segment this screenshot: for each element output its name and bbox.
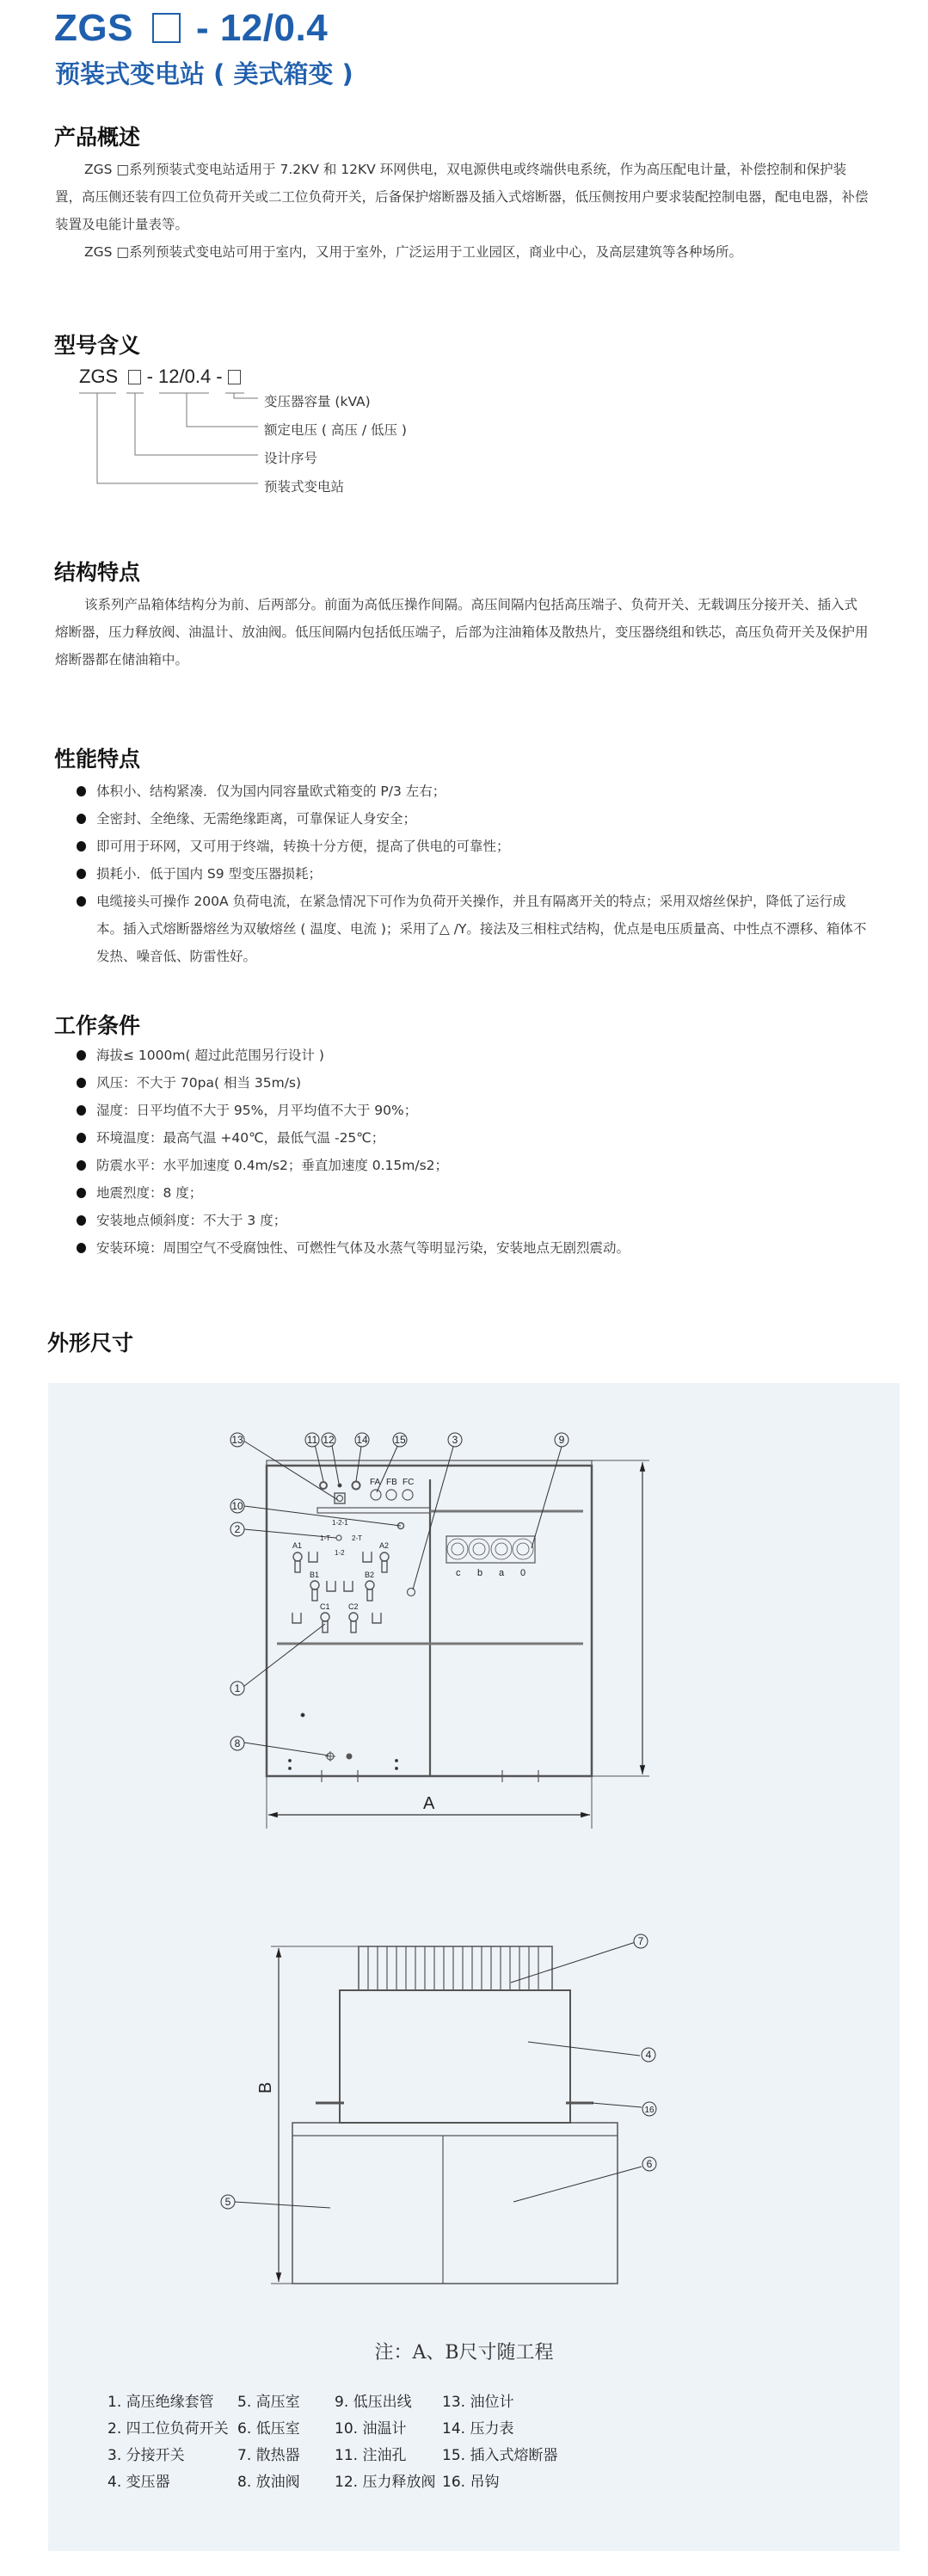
front-view-labels [292, 1478, 525, 1813]
callout-14 [355, 1433, 369, 1447]
performance-item: 全密封、全绝缘、无需绝缘距离，可靠保证人身安全； [77, 805, 872, 833]
structure-heading: 结构特点 [54, 560, 141, 585]
model-label-capacity: 变压器容量 (kVA) [264, 394, 371, 409]
dimension-a-label: A [423, 1794, 435, 1813]
switch-label-a2: A2 [379, 1541, 390, 1550]
svg-text:11: 11 [306, 1434, 318, 1446]
model-label-design: 设计序号 [264, 451, 318, 466]
callout-2 [230, 1522, 244, 1536]
legend-item: 7. 散热器 [237, 2447, 300, 2464]
structure-paragraph: 该系列产品箱体结构分为前、后两部分。前面为高低压操作间隔。高压间隔内包括高压端子、负荷开关、无载调压分接开关、插入式熔断器，压力释放阀、油温计、放油阀。低压间隔内包括低压端子，后部为注油箱体及散热片，变压器绕组和铁芯，高压负荷开关及保护用熔断器都在储油箱中。 [55, 597, 869, 667]
svg-text:14: 14 [356, 1434, 368, 1446]
svg-text:10: 10 [231, 1500, 243, 1512]
overview-heading: 产品概述 [54, 125, 141, 150]
switch-position-label: 1-2 [335, 1549, 345, 1557]
lv-terminal-0: 0 [520, 1568, 526, 1578]
svg-text:7: 7 [637, 1935, 644, 1947]
callout-8 [230, 1737, 244, 1750]
condition-item: 防震水平：水平加速度 0.4m/s2；垂直加速度 0.15m/s2； [77, 1152, 872, 1179]
legend-item: 5. 高压室 [237, 2394, 300, 2411]
legend-item: 13. 油位计 [442, 2394, 514, 2411]
callout-13 [230, 1433, 244, 1447]
legend-item: 11. 注油孔 [335, 2447, 407, 2464]
fuse-label-fa: FA [370, 1478, 381, 1487]
callout-16 [642, 2102, 656, 2116]
svg-text:15: 15 [394, 1434, 406, 1446]
performance-item: 电缆接头可操作 200A 负荷电流，在紧急情况下可作为负荷开关操作，并且有隔离开关的特点；采用双熔丝保护，降低了运行成本。插入式熔断器熔丝为双敏熔丝 ( 温度、电流 )；采用了△ /Y。接法及三相柱式结构，优点是电压质量高、中性点不漂移、箱体不发热、噪音低、防雷性好。 [77, 888, 872, 970]
legend-item: 14. 压力表 [442, 2420, 514, 2438]
svg-text:13: 13 [231, 1434, 243, 1446]
conditions-heading: 工作条件 [54, 1013, 141, 1038]
condition-item: 海拔≤ 1000m( 超过此范围另行设计 ) [77, 1042, 872, 1069]
switch-label-b1: B1 [310, 1571, 320, 1579]
product-subtitle: 预装式变电站 ( 美式箱变 ) [55, 59, 353, 89]
switch-position-label: 2-T [352, 1534, 362, 1542]
callout-4 [642, 2048, 655, 2062]
legend-item: 2. 四工位负荷开关 [108, 2420, 229, 2438]
svg-text:4: 4 [645, 2049, 652, 2061]
model-suffix: - 12/0.4 [195, 7, 329, 49]
legend-item: 1. 高压绝缘套管 [108, 2394, 214, 2411]
condition-item: 风压：不大于 70pa( 相当 35m/s) [77, 1069, 872, 1097]
legend-item: 15. 插入式熔断器 [442, 2447, 558, 2464]
callout-9 [555, 1433, 568, 1447]
condition-item: 环境温度：最高气温 +40℃，最低气温 -25℃； [77, 1124, 872, 1152]
legend-item: 12. 压力释放阀 [335, 2474, 436, 2491]
callout-11 [305, 1433, 319, 1447]
svg-text:16: 16 [644, 2106, 655, 2115]
legend-column-1 [108, 2389, 229, 2496]
svg-text:1: 1 [234, 1682, 241, 1694]
switch-position-label: 1-T [320, 1534, 330, 1542]
callout-6 [642, 2157, 656, 2171]
svg-text:8: 8 [234, 1737, 241, 1749]
dimensions-heading: 外形尺寸 [47, 1331, 134, 1356]
lv-terminal-c: c [456, 1568, 461, 1578]
callout-1 [230, 1681, 244, 1695]
condition-item: 安装地点倾斜度：不大于 3 度； [77, 1207, 872, 1234]
callout-15 [393, 1433, 407, 1447]
svg-text:5: 5 [224, 2196, 231, 2208]
dimension-b-label: B [256, 2081, 275, 2093]
legend-item: 8. 放油阀 [237, 2474, 300, 2491]
model-label-voltage: 额定电压 ( 高压 / 低压 ) [264, 422, 407, 438]
condition-item: 安装环境：周围空气不受腐蚀性、可燃性气体及水蒸气等明显污染，安装地点无剧烈震动。 [77, 1234, 872, 1262]
legend-column-4 [442, 2389, 557, 2496]
side-view [235, 1941, 642, 2284]
performance-heading: 性能特点 [54, 747, 141, 772]
condition-item: 湿度：日平均值不大于 95%，月平均值不大于 90%； [77, 1097, 872, 1124]
legend-column-2 [237, 2389, 300, 2496]
svg-text:3: 3 [452, 1434, 458, 1446]
legend-item: 16. 吊钩 [442, 2474, 500, 2491]
performance-item: 体积小、结构紧凑．仅为国内同容量欧式箱变的 P/3 左右； [77, 778, 872, 805]
switch-position-label: 1-2-1 [332, 1519, 348, 1527]
model-code-prefix: ZGS [79, 366, 119, 387]
performance-item: 即可用于环网，又可用于终端，转换十分方便，提高了供电的可靠性； [77, 833, 872, 860]
svg-text:9: 9 [558, 1434, 565, 1446]
overview-paragraph: ZGS □系列预装式变电站可用于室内，又用于室外，广泛运用于工业园区，商业中心，及高层建筑等各种场所。 [84, 244, 743, 260]
model-meaning-heading: 型号含义 [54, 333, 141, 358]
callout-10 [230, 1499, 244, 1513]
legend-column-3 [335, 2389, 435, 2496]
lv-terminal-a: a [499, 1568, 505, 1578]
condition-item: 地震烈度：8 度； [77, 1179, 872, 1207]
legend-item: 6. 低压室 [237, 2420, 300, 2438]
svg-text:12: 12 [323, 1434, 335, 1446]
callout-3 [448, 1433, 462, 1447]
legend-item: 3. 分接开关 [108, 2447, 185, 2464]
dimension-note: 注：A、B尺寸随工程 [374, 2342, 554, 2364]
callout-7 [634, 1934, 648, 1948]
overview-paragraph: ZGS □系列预装式变电站适用于 7.2KV 和 12KV 环网供电，双电源供电或终端供电系统，作为高压配电计量，补偿控制和保护装置，高压侧还装有四工位负荷开关或二工位负荷开关，后备保护熔断器及插入式熔断器，低压侧按用户要求装配控制电器，配电电器，补偿装置及电能计量表等。 [55, 162, 869, 232]
switch-label-c2: C2 [348, 1602, 359, 1611]
front-view [243, 1441, 649, 1829]
svg-text:2: 2 [234, 1523, 241, 1535]
switch-label-b2: B2 [365, 1571, 375, 1579]
legend-item: 10. 油温计 [335, 2420, 407, 2438]
legend-item: 4. 变压器 [108, 2474, 170, 2491]
switch-label-c1: C1 [320, 1602, 330, 1611]
switch-label-a1: A1 [292, 1541, 303, 1550]
model-label-type: 预装式变电站 [264, 479, 345, 495]
model-prefix: ZGS [54, 7, 133, 49]
model-code-voltage: - 12/0.4 - [146, 366, 223, 387]
callout-5 [221, 2195, 235, 2209]
lv-terminal-b: b [477, 1568, 483, 1578]
fuse-label-fb: FB [386, 1478, 397, 1487]
performance-item: 损耗小．低于国内 S9 型变压器损耗； [77, 860, 872, 888]
legend-item: 9. 低压出线 [335, 2394, 412, 2411]
svg-text:6: 6 [646, 2158, 653, 2170]
fuse-label-fc: FC [403, 1478, 415, 1487]
callout-12 [322, 1433, 335, 1447]
